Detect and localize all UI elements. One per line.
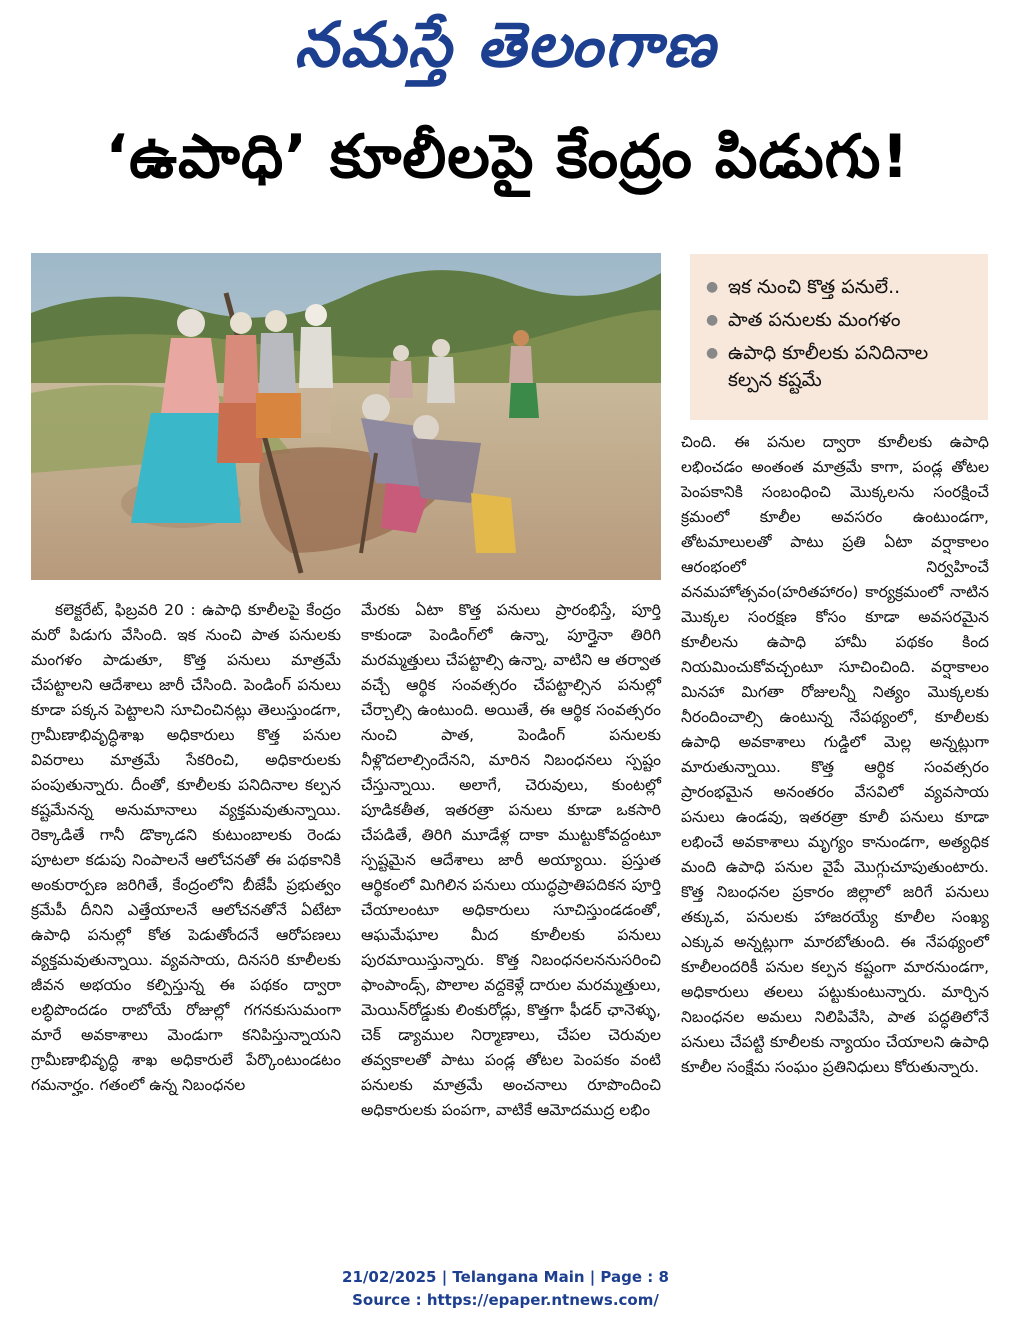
footer-source-link[interactable]: Source : https://epaper.ntnews.com/ [352, 1291, 659, 1309]
bullet-icon: ● [706, 312, 719, 328]
highlight-item [706, 307, 978, 334]
highlights-box [690, 254, 988, 420]
highlight-text: ఉపాధి కూలీలకు పనిదినాల కల్పన కష్టమే [728, 342, 929, 391]
article-column-2: మేరకు ఏటా కొత్త పనులు ప్రారంభిస్తే, పూర్తి కాకుండా పెండింగ్‌లో ఉన్నా, పూర్తైనా తిరిగి మరమ్మత్తులు చేపట్టాల్సి ఉన్నా, వాటిని ఆ తర్వాత వచ్చే ఆర్థిక సంవత్సరం చేపట్టాల్సిన పనుల్లో చేర్చాల్సి ఉంటుంది. అయితే, ఈ ఆర్థిక సంవత్సరం నుంచి పాత, పెండింగ్ పనులకు నీళ్లొదలాల్సిందేనని, మారిన నిబంధనలు స్పష్టం చేస్తున్నాయి. అలాగే, చెరువులు, కుంటల్లో పూడికతీత, ఇతరత్రా పనులు కూడా ఒకసారి చేపడితే, తిరిగి మూడేళ్ల దాకా ముట్టుకోవద్దంటూ స్పష్టమైన ఆదేశాలు జారీ అయ్యాయి. ప్రస్తుత ఆర్థికంలో మిగిలిన పనులు యుద్ధప్రాతిపదికన పూర్తి చేయాలంటూ అధికారులు సూచిస్తుండడంతో, ఆఘమేఘాల మీద కూలీలకు పనులు పురమాయిస్తున్నారు. కొత్త నిబంధనలననుసరించి ఫాంపాండ్స్, పొలాల వద్దకెళ్లే దారుల మరమ్మత్తులు, మెయిన్‌రోడ్డుకు లింకురోడ్లు, కొత్తగా ఫీడర్ ఛానెళ్ళు, చెక్ డ్యాముల నిర్మాణాలు, చేపల చెరువుల తవ్వకాలతో పాటు పండ్ల తోటల పెంపకం వంటి పనులకు మాత్రమే అంచనాలు రూపొందించి అధికారులకు పంపగా, వాటికే ఆమోదముద్ర లభిం [361, 601, 661, 1119]
footer-dateline: 21/02/2025 | Telangana Main | Page : 8 [342, 1268, 669, 1286]
article-column-1: కలెక్టరేట్, ఫిబ్రవరి 20 : ఉపాధి కూలీలపై కేంద్రం మరో పిడుగు వేసింది. ఇక నుంచి పాత పనులకు మంగళం పాడుతూ, కొత్త పనులు మాత్రమే చేపట్టాలని ఆదేశాలు జారీ చేసింది. పెండింగ్ పనులు కూడా పక్కన పెట్టాలని సూచించినట్లు తెలుస్తుండగా, గ్రామీణాభివృద్ధిశాఖ అధికారులు కొత్త పనుల వివరాలు మాత్రమే సేకరించి, అధికారులకు పంపుతున్నారు. దీంతో, కూలీలకు పనిదినాల కల్పన కష్టమేనన్న అనుమానాలు వ్యక్తమవుతున్నాయి. రెక్కాడితే గానీ డొక్కాడని కుటుంబాలకు రెండు పూటలా కడుపు నింపాలనే ఆలోచనతో ఈ పథకానికి అంకురార్పణ జరిగితే, కేంద్రంలోని బీజేపీ ప్రభుత్వం క్రమేపీ దీనిని ఎత్తేయాలనే ఆలోచనతోనే ఏటేటా ఉపాధి పనుల్లో కోత పెడుతోందనే ఆరోపణలు వ్యక్తమవుతున్నాయి. వ్యవసాయ, దినసరి కూలీలకు జీవన అభయం కల్పిస్తున్న ఈ పథకం ద్వారా లబ్ధిపొందడం రాబోయే రోజుల్లో గగనకుసుమంగా మారే అవకాశాలు మెండుగా కనిపిస్తున్నాయని గ్రామీణాభివృద్ధి శాఖ అధికారులే పేర్కొంటుండటం గమనార్హం. గతంలో ఉన్న నిబంధనల [31, 601, 341, 1094]
highlight-item [706, 340, 978, 394]
bullet-icon: ● [706, 345, 719, 361]
highlight-text: ఇక నుంచి కొత్త పనులే.. [728, 276, 901, 298]
article-photo [31, 253, 661, 580]
bullet-icon: ● [706, 279, 719, 295]
newspaper-masthead: నమస్తే తెలంగాణ [294, 8, 717, 81]
article-headline: ‘ఉపాధి’ కూలీలపై కేంద్రం పిడుగు! [105, 122, 910, 192]
highlight-text: పాత పనులకు మంగళం [728, 309, 901, 331]
article-column-3: చింది. ఈ పనుల ద్వారా కూలీలకు ఉపాధి లభించడం అంతంత మాత్రమే కాగా, పండ్ల తోటల పెంపకానికి సంబంధించి మొక్కలను సంరక్షించే క్రమంలో కూలీల అవసరం ఉంటుండగా, తోటమాలులతో పాటు ప్రతి ఏటా వర్షాకాలం ఆరంభంలో నిర్వహించే వనమహోత్సవం(హరితహారం) కార్యక్రమంలో నాటిన మొక్కల సంరక్షణ కోసం కూడా అవసరమైన కూలీలను ఉపాధి హామీ పథకం కింద నియమించుకోవచ్చంటూ సూచించింది. వర్షాకాలం మినహా మిగతా రోజులన్నీ నిత్యం మొక్కలకు నీరందించాల్సి ఉంటున్న నేపథ్యంలో, కూలీలకు ఉపాధి అవకాశాలు గుడ్డిలో మెల్ల అన్నట్లుగా మారుతున్నాయి. కొత్త ఆర్థిక సంవత్సరం ప్రారంభమైన అనంతరం వేసవిలో వ్యవసాయ పనులు ఉండవు, ఇతరత్రా కూలీ పనులు కూడా లభించే అవకాశాలు మృగ్యం కానుండగా, అత్యధిక మంది ఉపాధి పనుల వైపే మొగ్గుచూపుతుంటారు. కొత్త నిబంధనల ప్రకారం జిల్లాలో జరిగే పనులు తక్కువ, పనులకు హాజరయ్యే కూలీల సంఖ్య ఎక్కువ అన్నట్లుగా మారబోతుంది. ఈ నేపథ్యంలో కూలీలందరికీ పనుల కల్పన కష్టంగా మారనుండగా, అధికారులు తలలు పట్టుకుంటున్నారు. మార్చిన నిబంధనల అమలు నిలిపివేసి, పాత పద్ధతిలోనే పనులు చేపట్టి కూలీలకు న్యాయం చేయాలని ఉపాధి కూలీల సంక్షేమ సంఘం ప్రతినిధులు కోరుతున్నారు. [681, 433, 989, 1076]
highlight-item [706, 274, 978, 301]
